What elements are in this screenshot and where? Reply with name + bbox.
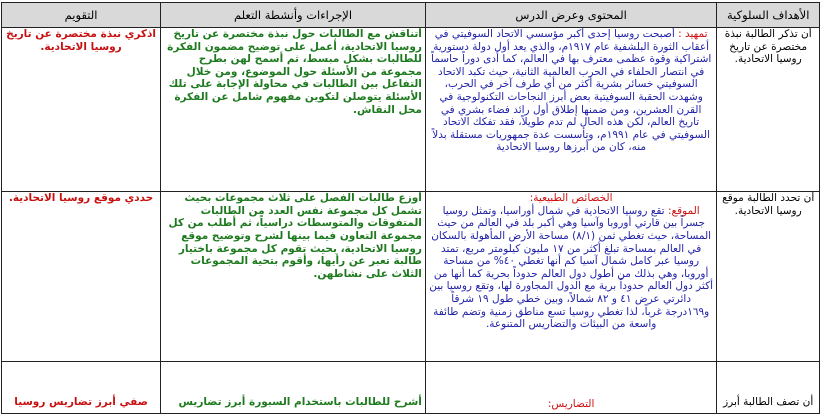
evaluation-cell: حددي موقع روسيا الاتحادية. bbox=[2, 192, 161, 361]
evaluation-cell: صفي أبرز تضاريس روسيا bbox=[2, 361, 161, 413]
content-cell bbox=[425, 192, 716, 361]
header-row bbox=[2, 3, 820, 28]
procedure-cell: أوزع طالبات الفصل على ثلاث مجموعات بحيث تشمل كل مجموعة نفس العدد من الطالبات المتفوقات والمتوسطات دراسياً، ثم أطلب من كل مجموعة التعاون فيما بينها لشرح وتوضيح موقع روسيا الاتحادية، بحيث تقوم كل مجموعة باختيار طالبة تعبر عن رأيها، وأقوم بتحية المجموعات الثلاث على نشاطهن. bbox=[161, 192, 426, 361]
objective-cell: أن تصف الطالبة أبرز bbox=[717, 361, 820, 413]
procedure-cell: أتناقش مع الطالبات حول نبذة مختصرة عن تاريخ روسيا الاتحادية، أعمل على توضيح مضمون الفكرة للطالبات بشكل مبسط، ثم أسمح لهن بطرح مجموعة من الأسئلة حول الموضوع، ومن خلال التفاعل بين الطالبات في محاولة الإجابة على تلك الأسئلة يتوصلن لتكوين مفهوم شامل عن الفكرة محل النقاش. bbox=[161, 28, 426, 192]
content-cell bbox=[425, 28, 716, 192]
content-text: أصبحت روسيا إحدى أكبر مؤسسي الاتحاد السوفيتي في أعقاب الثورة البلشفية عام ١٩١٧م، والذي يعد أول دولة دستورية اشتراكية وقوة عظمى معترف بها في العالم، كما أدى دوراً حاسماً في انتصار الحلفاء في الحرب العالمية الثانية، حيث تكبد الاتحاد السوفيتي خسائر بشرية أكثر من أي طرف آخر في الحرب، وشهدت الحقبة السوفيتية بعض أبرز النجاحات التكنولوجية في القرن العشرين، ومن ضمنها إطلاق أول رائد فضاء بشري في تاريخ العالم، لكن هذه الحال لم تدم طويلاً، فقد تفكك الاتحاد السوفيتي في عام ١٩٩١م، وتأسست عدة جمهوريات مستقلة بدلاً منه، كان من أبرزها روسيا الاتحادية bbox=[431, 28, 712, 154]
table-row bbox=[2, 192, 820, 361]
table-row bbox=[2, 361, 820, 413]
content-text: تقع روسيا الاتحادية في شمال أوراسيا، وتمثل روسيا جسراً بين قارتي أوروبا وآسيا وهي أكبر بلد في العالم من حيث المساحة، حيث تغطي ثمن (٨/١) مساحة الأرض المأهولة بالسكان في العالم بمساحة تبلغ أكثر من ١٧ مليون كيلومتر مربع، تمتد روسيا عبر كامل شمال آسيا كم أنها تغطي ٤٠% من مساحة أوروبا، وهي بذلك من أطول دول العالم حدوداً بحرية كما أنها من أكثر دول العالم حدوداً برية مع الدول المجاورة لها، وتقع روسيا بين دائرتي عرض ٤١ و ٨٢ شمالاً، وبين خطي طول ١٩ شرقاً و١٦٩درجة غرباً، لذا تغطي روسيا تسع مناطق زمنية وتضم طائفة واسعة من البيئات والتضاريس المتنوعة. bbox=[429, 204, 713, 331]
objective-cell: أن تحدد الطالبة موقع روسيا الاتحادية. bbox=[717, 192, 820, 361]
objective-cell: أن تذكر الطالبة نبذة مختصرة عن تاريخ روسيا الاتحادية. bbox=[717, 28, 820, 192]
content-heading: الخصائص الطبيعية: bbox=[529, 192, 613, 205]
procedure-cell: أشرح للطالبات باستخدام السبورة أبرز تضاريس bbox=[161, 361, 426, 413]
header-content: المحتوى وعرض الدرس bbox=[425, 3, 716, 28]
content-label: تمهيد : bbox=[678, 28, 708, 40]
header-evaluation: التقويم bbox=[2, 3, 161, 28]
header-objectives: الأهداف السلوكية bbox=[717, 3, 820, 28]
table-row bbox=[2, 28, 820, 192]
content-cell bbox=[425, 361, 716, 413]
lesson-plan-table bbox=[1, 2, 820, 414]
evaluation-cell: اذكري نبذة مختصرة عن تاريخ روسيا الاتحادية. bbox=[2, 28, 161, 192]
content-heading: التضاريس: bbox=[547, 398, 595, 411]
content-label: الموقع: bbox=[667, 204, 700, 217]
header-procedures: الإجراءات وأنشطة التعلم bbox=[161, 3, 426, 28]
